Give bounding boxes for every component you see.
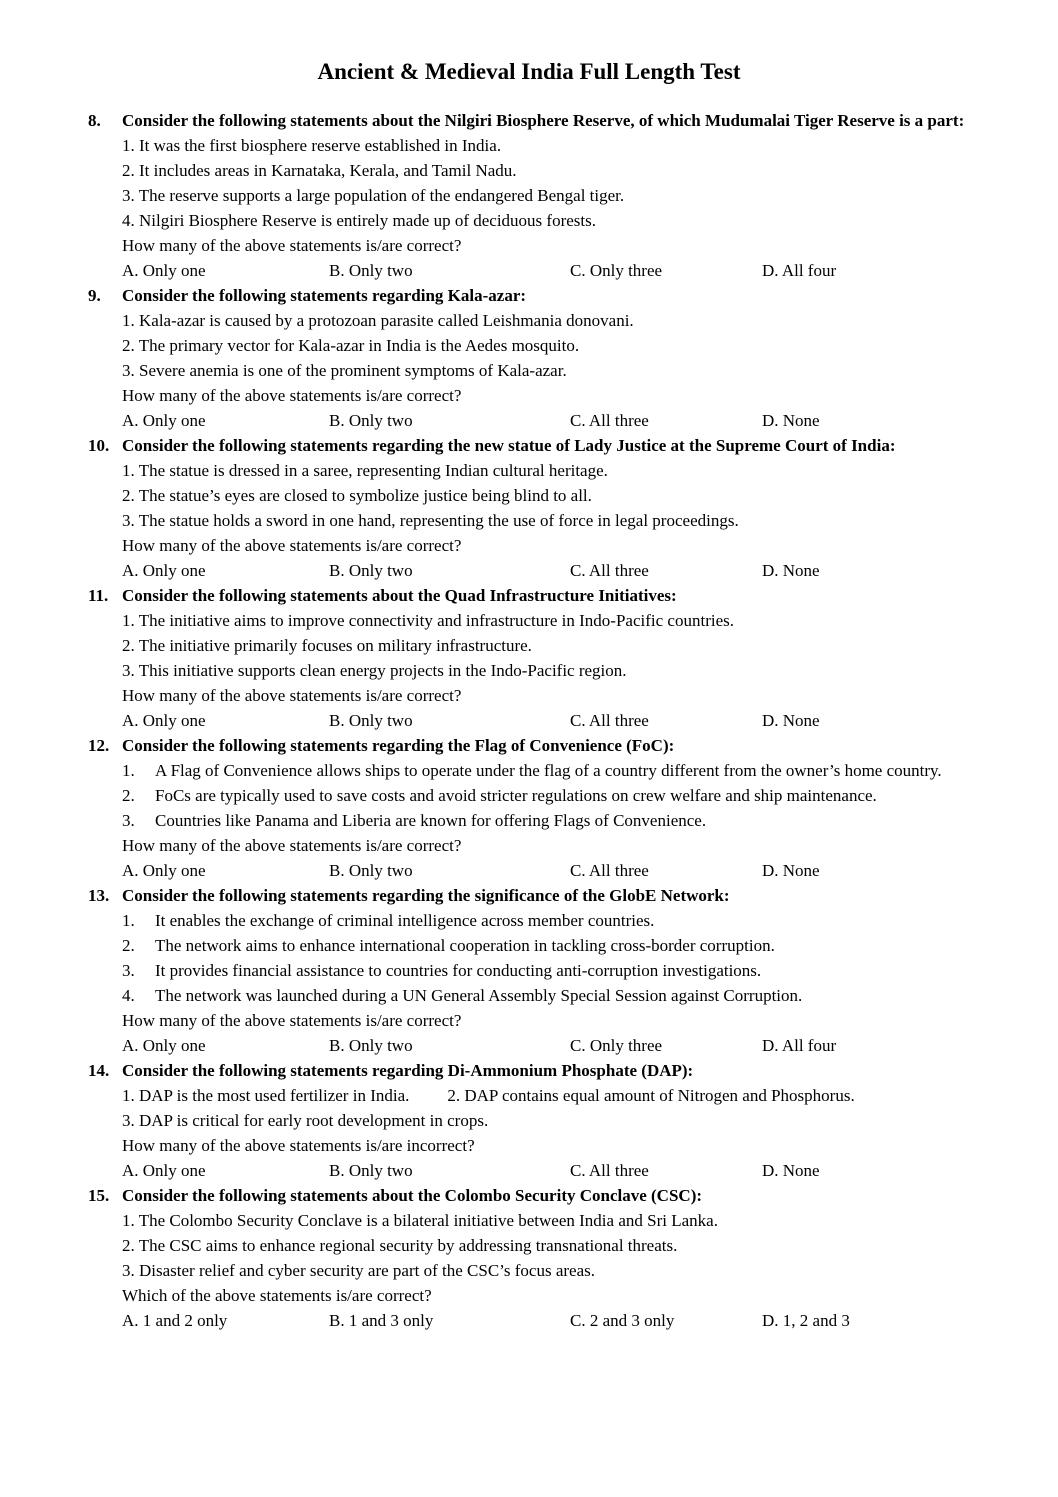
- question-number: 14.: [88, 1061, 110, 1080]
- option-c: C. All three: [570, 411, 649, 430]
- question-prompt: How many of the above statements is/are correct?: [122, 686, 462, 705]
- statement-number: 2.: [122, 786, 135, 805]
- statement: 4. Nilgiri Biosphere Reserve is entirely made up of deciduous forests.: [122, 211, 596, 230]
- question-body: [122, 733, 970, 883]
- statement-text: The network was launched during a UN General Assembly Special Session against Corruption.: [155, 986, 803, 1005]
- option-b: B. Only two: [329, 411, 413, 430]
- statement-text: It provides financial assistance to countries for conducting anti-corruption investigations.: [155, 961, 762, 980]
- statement: 2. The statue’s eyes are closed to symbolize justice being blind to all.: [122, 486, 592, 505]
- options-row: [122, 1308, 970, 1333]
- question-header: Consider the following statements regarding the significance of the GlobE Network:: [122, 886, 730, 905]
- question-prompt: How many of the above statements is/are correct?: [122, 236, 462, 255]
- option-b: B. Only two: [329, 261, 413, 280]
- option-b: B. Only two: [329, 1036, 413, 1055]
- statement: 3. DAP is critical for early root development in crops.: [122, 1111, 489, 1130]
- statement: 3. Severe anemia is one of the prominent symptoms of Kala-azar.: [122, 361, 567, 380]
- statement-number: 2.: [122, 936, 135, 955]
- question: [88, 283, 970, 433]
- question-prompt: How many of the above statements is/are correct?: [122, 836, 462, 855]
- option-b: B. Only two: [329, 561, 413, 580]
- option-d: D. None: [762, 1161, 820, 1180]
- question-body: [122, 1183, 970, 1333]
- question-number: 9.: [88, 286, 101, 305]
- option-b: B. Only two: [329, 1161, 413, 1180]
- option-a: A. Only one: [122, 561, 206, 580]
- question: [88, 583, 970, 733]
- option-c: C. All three: [570, 1161, 649, 1180]
- question-body: [122, 433, 970, 583]
- question-number: 12.: [88, 736, 110, 755]
- option-d: D. 1, 2 and 3: [762, 1311, 850, 1330]
- option-c: C. Only three: [570, 261, 663, 280]
- statement: [122, 983, 970, 1008]
- statement: [122, 808, 970, 833]
- question: [88, 433, 970, 583]
- page-title: Ancient & Medieval India Full Length Test: [317, 59, 741, 84]
- question-prompt: How many of the above statements is/are incorrect?: [122, 1136, 475, 1155]
- statement: 2. The CSC aims to enhance regional security by addressing transnational threats.: [122, 1236, 678, 1255]
- option-d: D. None: [762, 711, 820, 730]
- question-header: Consider the following statements about the Quad Infrastructure Initiatives:: [122, 586, 677, 605]
- question: [88, 1058, 970, 1183]
- options-row: [122, 408, 970, 433]
- question-prompt: How many of the above statements is/are correct?: [122, 386, 462, 405]
- option-a: A. Only one: [122, 861, 206, 880]
- statement: 3. The statue holds a sword in one hand, representing the use of force in legal proceedings.: [122, 511, 739, 530]
- question-header: Consider the following statements regarding Di-Ammonium Phosphate (DAP):: [122, 1061, 694, 1080]
- statement-number: 1.: [122, 761, 135, 780]
- question-body: [122, 583, 970, 733]
- question-header: Consider the following statements regarding the Flag of Convenience (FoC):: [122, 736, 675, 755]
- options-row: [122, 708, 970, 733]
- question-prompt: Which of the above statements is/are correct?: [122, 1286, 432, 1305]
- option-a: A. Only one: [122, 711, 206, 730]
- statement-text: It enables the exchange of criminal intelligence across member countries.: [155, 911, 655, 930]
- option-b: B. Only two: [329, 861, 413, 880]
- option-d: D. None: [762, 411, 820, 430]
- option-a: A. Only one: [122, 411, 206, 430]
- question: [88, 883, 970, 1058]
- statement: [122, 783, 970, 808]
- question: [88, 733, 970, 883]
- question-number: 13.: [88, 886, 110, 905]
- statement: 2. It includes areas in Karnataka, Kerala, and Tamil Nadu.: [122, 161, 517, 180]
- option-c: C. 2 and 3 only: [570, 1311, 675, 1330]
- statement: 1. It was the first biosphere reserve established in India.: [122, 136, 502, 155]
- question-prompt: How many of the above statements is/are correct?: [122, 1011, 462, 1030]
- options-row: [122, 558, 970, 583]
- options-row: [122, 258, 970, 283]
- statement: [122, 933, 970, 958]
- statement: 3. The reserve supports a large population of the endangered Bengal tiger.: [122, 186, 625, 205]
- option-c: C. All three: [570, 711, 649, 730]
- statement-text: Countries like Panama and Liberia are known for offering Flags of Convenience.: [155, 811, 707, 830]
- statement-text: 2. DAP contains equal amount of Nitrogen and Phosphorus.: [447, 1086, 855, 1105]
- option-d: D. None: [762, 561, 820, 580]
- statement-text: FoCs are typically used to save costs and avoid stricter regulations on crew welfare and ship maintenance.: [155, 786, 877, 805]
- option-c: C. All three: [570, 861, 649, 880]
- question-number: 15.: [88, 1186, 110, 1205]
- question-header: Consider the following statements regarding the new statue of Lady Justice at the Supreme Court of India:: [122, 436, 896, 455]
- statement: 1. The Colombo Security Conclave is a bilateral initiative between India and Sri Lanka.: [122, 1211, 718, 1230]
- question-prompt: How many of the above statements is/are correct?: [122, 536, 462, 555]
- option-a: A. Only one: [122, 1036, 206, 1055]
- statement: 1. The initiative aims to improve connectivity and infrastructure in Indo-Pacific countries.: [122, 611, 734, 630]
- statement: [122, 958, 970, 983]
- statement: 1. Kala-azar is caused by a protozoan parasite called Leishmania donovani.: [122, 311, 634, 330]
- option-a: A. Only one: [122, 261, 206, 280]
- option-d: D. All four: [762, 261, 837, 280]
- options-row: [122, 1158, 970, 1183]
- option-d: D. None: [762, 861, 820, 880]
- statement: 3. Disaster relief and cyber security are part of the CSC’s focus areas.: [122, 1261, 595, 1280]
- statement: [122, 908, 970, 933]
- statement: 1. The statue is dressed in a saree, representing Indian cultural heritage.: [122, 461, 608, 480]
- option-a: A. Only one: [122, 1161, 206, 1180]
- statement-number: 4.: [122, 986, 135, 1005]
- statement-text: 1. DAP is the most used fertilizer in India.: [122, 1086, 410, 1105]
- option-b: B. Only two: [329, 711, 413, 730]
- option-b: B. 1 and 3 only: [329, 1311, 434, 1330]
- statement: 2. The primary vector for Kala-azar in India is the Aedes mosquito.: [122, 336, 580, 355]
- option-c: C. All three: [570, 561, 649, 580]
- statement-number: 3.: [122, 961, 135, 980]
- question-header: Consider the following statements regarding Kala-azar:: [122, 286, 527, 305]
- statement: 3. This initiative supports clean energy projects in the Indo-Pacific region.: [122, 661, 627, 680]
- question-body: [122, 1058, 970, 1183]
- question: [88, 108, 970, 283]
- statement-pair: [122, 1083, 970, 1108]
- statement: 2. The initiative primarily focuses on military infrastructure.: [122, 636, 532, 655]
- statement-number: 3.: [122, 811, 135, 830]
- question-number: 11.: [88, 586, 109, 605]
- statement-text: A Flag of Convenience allows ships to operate under the flag of a country different from the owner’s home country.: [155, 761, 942, 780]
- question-header: Consider the following statements about the Colombo Security Conclave (CSC):: [122, 1186, 703, 1205]
- options-row: [122, 1033, 970, 1058]
- question-body: [122, 108, 970, 283]
- question-body: [122, 283, 970, 433]
- option-a: A. 1 and 2 only: [122, 1311, 228, 1330]
- statement: [122, 758, 970, 783]
- question: [88, 1183, 970, 1333]
- question-number: 10.: [88, 436, 110, 455]
- statement-number: 1.: [122, 911, 135, 930]
- option-d: D. All four: [762, 1036, 837, 1055]
- statement-text: The network aims to enhance international cooperation in tackling cross-border corruption.: [155, 936, 775, 955]
- question-number: 8.: [88, 111, 101, 130]
- option-c: C. Only three: [570, 1036, 663, 1055]
- options-row: [122, 858, 970, 883]
- questions: [88, 108, 970, 1333]
- question-body: [122, 883, 970, 1058]
- question-header: Consider the following statements about the Nilgiri Biosphere Reserve, of which Mudumalai Tiger Reserve is a part:: [122, 111, 965, 130]
